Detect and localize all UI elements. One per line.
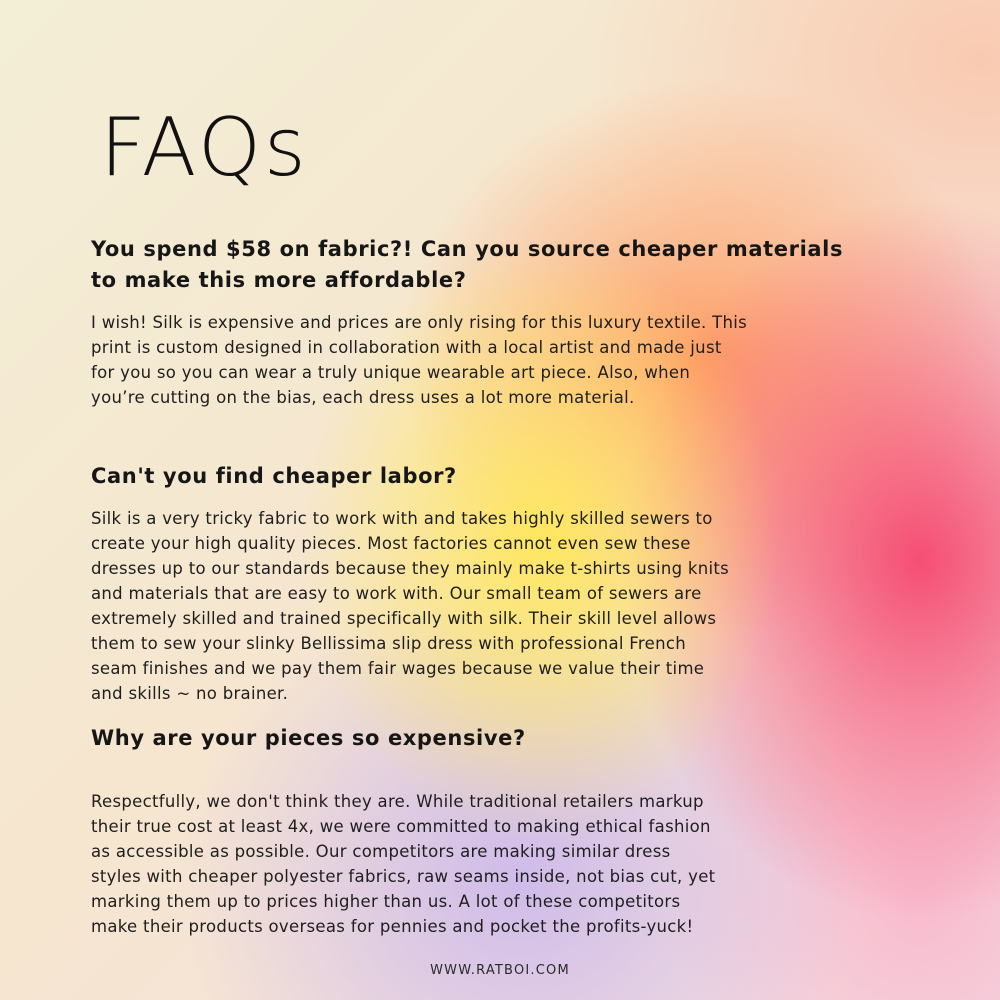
- faq-answer: Respectfully, we don't think they are. While traditional retailers markup their true cost at least 4x, we were committed to making ethical fashion as accessible as possible. Our competitors are making similar dress styles with cheaper polyester fabrics, raw seams inside, not bias cut, yet marking them up to prices higher than us. A lot of these competitors make their products overseas for pennies and pocket the profits-yuck!: [91, 792, 716, 936]
- faq-answer: I wish! Silk is expensive and prices are only rising for this luxury textile. This print is custom designed in collaboration with a local artist and made just for you so you can wear a truly unique wearable art piece. Also, when you’re cutting on the bias, each dress uses a lot more material.: [91, 313, 748, 407]
- footer-website-url: WWW.RATBOI.COM: [430, 963, 570, 978]
- faq-answer: Silk is a very tricky fabric to work with and takes highly skilled sewers to create your high quality pieces. Most factories cannot even sew these dresses up to our standards because they mainly make t-shirts using knits and materials that are easy to work with. Our small team of sewers are extremely skilled and trained specifically with silk. Their skill level allows them to sew your slinky Bellissima slip dress with professional French seam finishes and we pay them fair wages because we value their time and skills ~ no brainer.: [91, 509, 730, 703]
- faq-item-expensive-pieces: [91, 723, 851, 939]
- faq-question: Why are your pieces so expensive?: [91, 726, 526, 750]
- page-title: FAQs: [100, 101, 309, 194]
- faq-question: You spend $58 on fabric?! Can you source cheaper materials to make this more affordable?: [91, 237, 844, 292]
- faq-question: Can't you find cheaper labor?: [91, 464, 457, 488]
- faq-item-fabric-cost: [91, 234, 851, 410]
- faq-item-cheaper-labor: [91, 461, 851, 706]
